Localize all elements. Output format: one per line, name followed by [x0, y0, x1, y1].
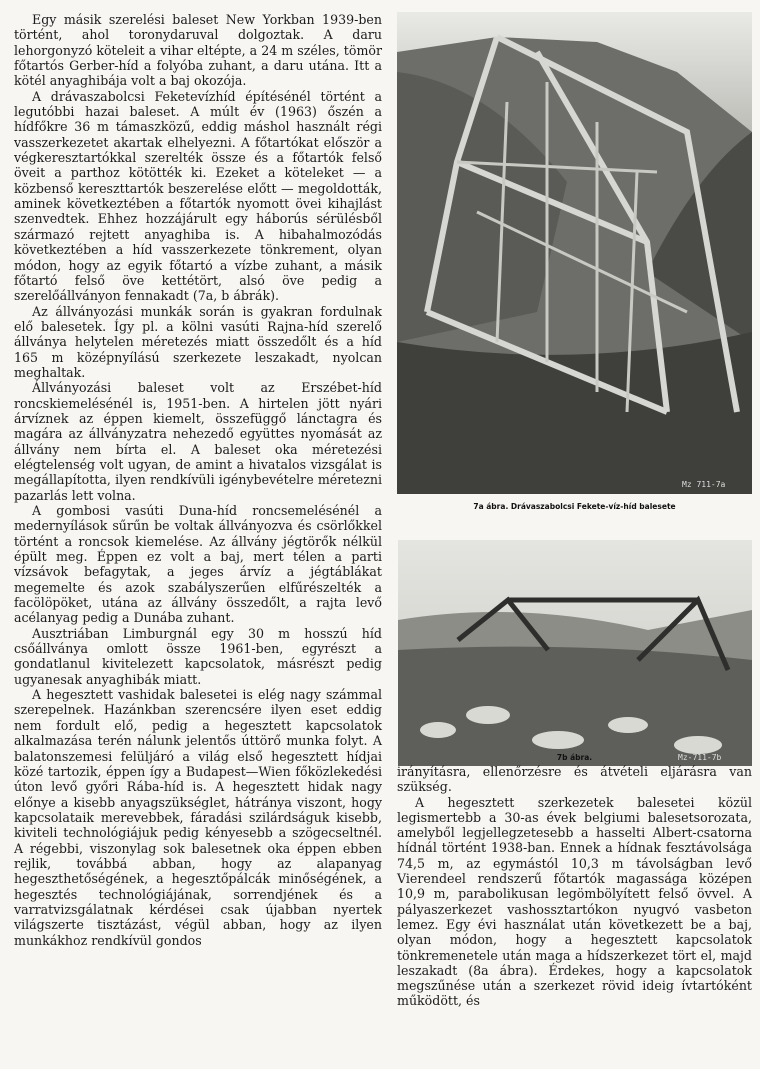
- paragraph-limburg: Ausztriában Limburgnál egy 30 m hosszú híd csőállványa omlott össze 1961-ben, egyrészt a gondatlanul kivitelezett kapcsolatok, másrészt pedig ugyanesak anyaghibák miatt.: [14, 625, 382, 687]
- paragraph-welded-bridges: A hegesztett vashidak balesetei is elég nagy számmal szerepelnek. Hazánkban szerencsére ilyen eset eddig nem fordult elő, pedig a hegesztett kapcsolatok alkalmazása terén nálunk jelentős úttörő munka folyt. A balatonszemesi felüljáró a világ első hegesztett hídjai közé tartozik, éppen így a Budapest—Wien főközlekedési úton levő győri Rába-híd is. A hegesztett hidak nagy előnye a kisebb anyagszükséglet, hátránya viszont, hogy kapcsolataik merevebbek, fáradási szilárdságuk kisebb, kiviteli technológiájuk pedig kényesebb a szögecseltnél. A régebbi, viszonylag sok balesetnek oka éppen ebben rejlik, továbbá abban, hogy az alapanyag hegeszthetőségének, a hegesztőpálcák minőségének, a hegesztés technológiájának, sorrendjének és a varratvizsgálatnak kérdései csak újabban nyertek világszerte tisztázást, végül abban, hogy az ilyen munkákhoz rendkívül gondos: [14, 687, 382, 948]
- figure-7a-caption: 7a ábra. Drávaszabolcsi Fekete-víz-híd balesete: [473, 502, 676, 511]
- paragraph-new-york: Egy másik szerelési baleset New Yorkban 1939-ben történt, ahol toronydaruval dolgoztak. A daru lehorgonyzó köteleit a vihar eltépte, a 24 m széles, tömör főtartós Gerber-híd a folyóba zuhant, a daru utána. Itt a kötél anyaghibája volt a baj okozója.: [14, 12, 382, 89]
- figure-7b-caption: 7b ábra.: [556, 753, 593, 762]
- paragraph-feketeviz-bridge: A drávaszabolcsi Feketevízhíd építésénél történt a legutóbbi hazai baleset. A múlt év (1963) őszén a hídfőkre 36 m támaszközű, eddig máshol használt régi vasszerkezetet akartak elhelyezni. A főtartókat először a végkeresztartókkal szerelték össze és a főtartók felső öveit a parthoz kötötték ki. Ezeket a köteleket — a közbenső kereszttartók beszerelése előtt — megoldották, aminek következtében a főtartók nyomott övei kihajlást szenvedtek. Ehhez hozzájárult egy háborús sérülésből származó rejtett anyaghiba is. A hibahalmozódás következtében a híd vasszerkezete tönkrement, olyan módon, hogy az egyik főtartó a vízbe zuhant, a másik főtartó felső öve kettétört, alsó öve pedig a szerelőállványon fennakadt (7a, b ábrák).: [14, 88, 382, 304]
- paragraph-scaffolding: Az állványozási munkák során is gyakran fordulnak elő balesetek. Így pl. a kölni vasúti Rajna-híd szerelő állványa helytelen méretezés miatt összedőlt és a híd 165 m középnyílású szerkezete leszakadt, nyolcan meghaltak.: [14, 303, 382, 380]
- paragraph-erzsebet-bridge: Állványozási baleset volt az Erszébet-híd roncskiemelésénél is, 1951-ben. A hirtelen jött nyári árvíznek az éppen kiemelt, összefüggő lánctagra és magára az állványzatra nehezedő együttes nyomását az állvány nem bírta el. A baleset oka méretezési elégtelenség volt ugyan, de amint a hivatalos vizsgálat is megállapította, ilyen rendkívüli igénybevételre méretezni pazarlás lett volna.: [14, 380, 382, 503]
- figure-7b-photo: [398, 540, 752, 766]
- figure-7a-stamp: Mz 711-7a: [682, 480, 726, 489]
- right-text-column: [397, 764, 752, 1009]
- left-text-column: [14, 12, 382, 948]
- figure-7a-photo: [397, 12, 752, 494]
- paragraph-hasselt-bridge: A hegesztett szerkezetek balesetei közül legismertebb a 30-as évek belgiumi balesetsorozata, amelyből legjellegzetesebb a hasselti Albert-csatorna hídnál történt 1938-ban. Ennek a hídnak fesztávolsága 74,5 m, az egymástól 10,3 m távolságban levő Vierendeel rendszerű főtartók magassága középen 10,9 m, parabolikusan legömbölyített felső övvel. A pályaszerkezet vashossztartókon nyugvó vasbeton lemez. Egy évi használat után következett be a baj, olyan módon, hogy a hegesztett kapcsolatok tönkremenetele után maga a hídszerkezet tört el, majd leszakadt (8a ábra). Érdekes, hogy a kapcsolatok megszűnése után a szerkezet rövid ideig ívtartóként működött, és: [397, 794, 752, 1009]
- figure-7b-stamp: Mz-711-7b: [678, 753, 722, 762]
- paragraph-gombos-bridge: A gombosi vasúti Duna-híd roncsemelésénél a medernyílások sűrűn be voltak állványozva és csörlőkkel történt a roncsok kiemelése. Az állvány jégtörők nélkül épült meg. Éppen ez volt a baj, mert télen a parti vízsávok befagytak, a jeges árvíz a jégtáblákat megemelte és azok szabályszerűen elfűrészelték a facölöpöket, utána az állvány összedőlt, a rajta levő acélanyag pedig a Dunába zuhant.: [14, 503, 382, 626]
- paragraph-continuation: irányításra, ellenőrzésre és átvételi eljárásra van szükség.: [397, 764, 752, 795]
